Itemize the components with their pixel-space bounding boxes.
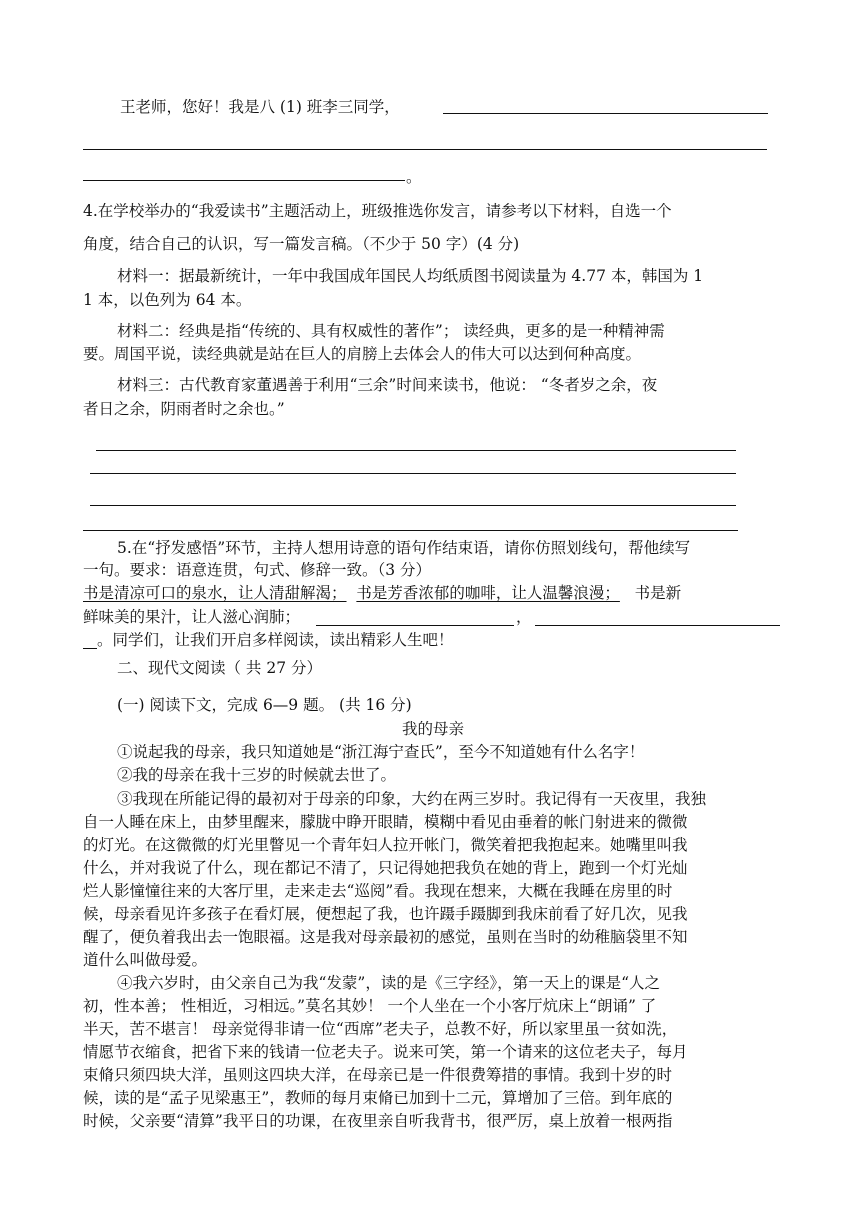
article-paragraph-3-line: 醒了，便负着我出去一饱眼福。这是我对母亲最初的感觉，虽则在当时的幼稚脑袋里不知	[83, 928, 688, 946]
article-paragraph-4-line: 半天，苦不堪言！ 母亲觉得非请一位“西席”老夫子，总教不好，所以家里虽一贫如洗，	[83, 1020, 678, 1038]
article-paragraph-3-line: 什么，并对我说了什么，现在都记不清了，只记得她把我负在她的背上，跑到一个灯光灿	[83, 859, 688, 877]
q5-answer-blank-1[interactable]	[316, 625, 514, 626]
article-paragraph-3-line: 的灯光。在这微微的灯光里瞥见一个青年妇人拉开帐门，微笑着把我抱起来。她嘴里叫我	[83, 836, 688, 854]
q3-end-mark: 。	[406, 168, 422, 186]
q5-closing-text: 。同学们，让我们开启多样阅读，读出精彩人生吧！	[97, 631, 454, 649]
article-title: 我的母亲	[401, 720, 464, 738]
article-paragraph-3-line: 候，母亲看见许多孩子在看灯展，便想起了我，也许蹑手蹑脚到我床前看了好几次，见我	[83, 905, 688, 923]
q5-underlined-sentence-1: 书是清凉可口的泉水，让人清甜解渴；	[83, 584, 347, 602]
q4-answer-line-1[interactable]	[96, 450, 736, 451]
article-paragraph-4-line: 初，性本善； 性相近，习相远。”莫名其妙！ 一个人坐在一个小客厅炕床上“朗诵” 了	[83, 997, 657, 1015]
q4-answer-line-3[interactable]	[90, 505, 736, 506]
q4-answer-line-4[interactable]	[83, 530, 738, 531]
q4-material-3-line-1: 材料三：古代教育家董遇善于利用“三余”时间来读书，他说： “冬者岁之余，夜	[117, 376, 658, 394]
q4-material-2-line-2: 要。周国平说，读经典就是站在巨人的肩膀上去体会人的伟大可以达到何种高度。	[83, 345, 642, 363]
q5-separator: ，	[516, 608, 532, 626]
section-2-subtitle: (一) 阅读下文，完成 6—9 题。 (共 16 分)	[117, 696, 412, 714]
q5-answer-blank-3[interactable]	[83, 648, 97, 649]
q4-material-3-line-2: 者日之余，阴雨者时之余也。”	[83, 400, 285, 418]
article-paragraph-1: ①说起我的母亲，我只知道她是“浙江海宁查氏”，至今不知道她有什么名字！	[117, 743, 645, 761]
q5-prompt-line-2: 一句。要求：语意连贯，句式、修辞一致。（3 分）	[83, 561, 432, 579]
article-paragraph-4-line: 束脩只须四块大洋，虽则这四块大洋，在母亲已是一件很费筹措的事情。我到十岁的时	[83, 1066, 673, 1084]
q5-tail-text: 书是新	[634, 584, 682, 602]
q3-answer-blank-2[interactable]	[83, 149, 767, 150]
q5-line-4-text: 鲜味美的果汁，让人滋心润肺；	[83, 608, 301, 626]
article-paragraph-3-line: 自一人睡在床上，由梦里醒来，朦胧中睁开眼睛，模糊中看见由垂着的帐门射进来的微微	[83, 813, 688, 831]
q5-answer-blank-2[interactable]	[535, 625, 780, 626]
q3-answer-blank-1[interactable]	[443, 113, 768, 114]
q4-prompt-line-1: 4.在学校举办的“我爱读书”主题活动上，班级推选你发言，请参考以下材料，自选一个	[83, 202, 672, 220]
article-paragraph-4-line: ④我六岁时，由父亲自己为我“发蒙”，读的是《三字经》，第一天上的课是“人之	[117, 974, 661, 992]
q4-prompt-line-2: 角度，结合自己的认识，写一篇发言稿。（不少于 50 字）(4 分)	[83, 235, 520, 253]
q3-answer-blank-3[interactable]	[83, 180, 405, 181]
article-paragraph-4-line: 时候，父亲要“清算”我平日的功课，在夜里亲自听我背书，很严厉，桌上放着一根两指	[83, 1112, 673, 1130]
q5-example-line	[83, 582, 681, 604]
article-paragraph-3-line: 道什么叫做母爱。	[83, 951, 208, 969]
q4-material-1-line-1: 材料一：据最新统计，一年中我国成年国民人均纸质图书阅读量为 4.77 本，韩国为 1	[117, 267, 704, 285]
article-paragraph-2: ②我的母亲在我十三岁的时候就去世了。	[117, 766, 397, 784]
q4-material-1-line-2: 1 本，以色列为 64 本。	[83, 291, 252, 309]
q4-material-2-line-1: 材料二：经典是指“传统的、具有权威性的著作”； 读经典，更多的是一种精神需	[117, 322, 665, 340]
q5-prompt-line-1: 5.在“抒发感悟”环节，主持人想用诗意的语句作结束语，请你仿照划线句，帮他续写	[117, 539, 691, 557]
section-2-title: 二、现代文阅读（ 共 27 分）	[117, 659, 323, 677]
article-paragraph-4-line: 情愿节衣缩食，把省下来的钱请一位老夫子。说来可笑，第一个请来的这位老夫子，每月	[83, 1043, 688, 1061]
q3-greeting: 王老师，您好！我是八 (1) 班李三同学，	[120, 98, 400, 116]
q4-answer-line-2[interactable]	[90, 473, 736, 474]
q5-underlined-sentence-2: 书是芳香浓郁的咖啡，让人温馨浪漫；	[356, 584, 620, 602]
article-paragraph-3-line: ③我现在所能记得的最初对于母亲的印象，大约在两三岁时。我记得有一天夜里，我独	[117, 790, 707, 808]
article-paragraph-3-line: 烂人影憧憧往来的大客厅里，走来走去“巡阅”看。我现在想来，大概在我睡在房里的时	[83, 882, 673, 900]
article-paragraph-4-line: 候，读的是“孟子见梁惠王”，教师的每月束脩已加到十二元，算增加了三倍。到年底的	[83, 1089, 673, 1107]
